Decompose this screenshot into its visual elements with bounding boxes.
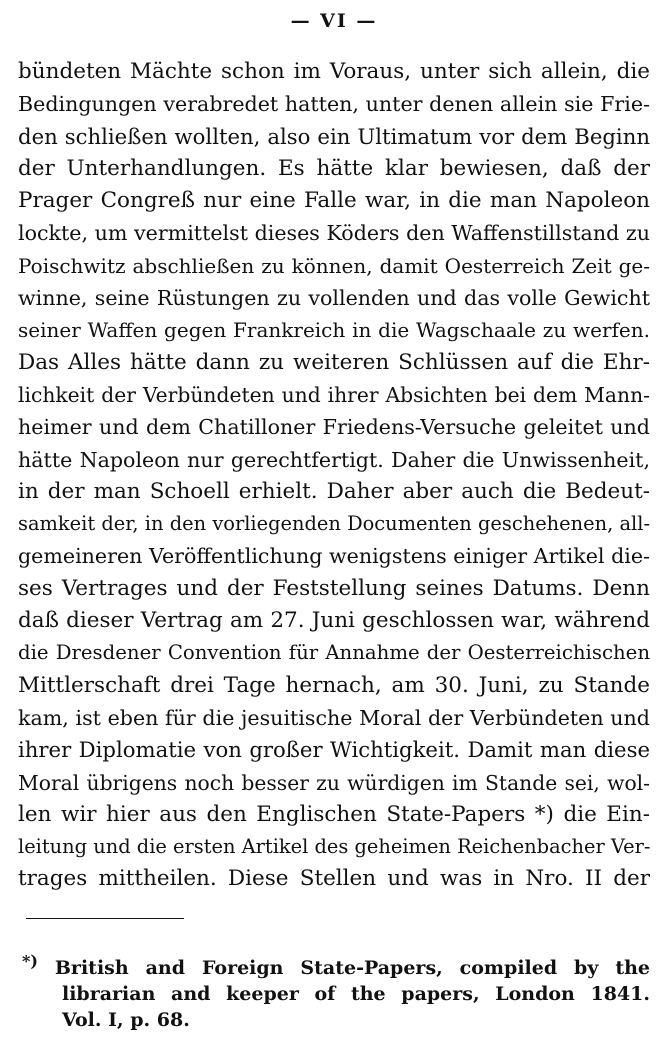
footnote-mark: *) (22, 951, 38, 971)
body-line: ses Vertrages und der Feststellung seines Datums. Denn (18, 575, 650, 601)
body-line: len wir hier aus den Englischen State-Papers *) die Ein- (18, 801, 650, 827)
body-line: kam, ist eben für die jesuitische Moral der Verbündeten und (18, 705, 650, 730)
body-line: Mittlerschaft drei Tage hernach, am 30. Juni, zu Stande (18, 672, 650, 698)
body-line: Bedingungen verabredet hatten, unter denen allein sie Frie- (18, 92, 650, 117)
body-text (18, 56, 650, 896)
body-line: lichkeit der Verbündeten und ihrer Absichten bei dem Mann- (18, 382, 650, 407)
body-line: samkeit der, in den vorliegenden Documenten geschehenen, all- (18, 512, 650, 536)
footnote-line-3: Vol. I, p. 68. (62, 1009, 190, 1031)
footnote (22, 951, 650, 1033)
body-line: bündeten Mächte schon im Voraus, unter sich allein, die (18, 59, 650, 84)
footnote-text-1: British and Foreign State-Papers, compiled by the (54, 957, 650, 979)
body-line: die Dresdener Convention für Annahme der Oesterreichischen (18, 641, 650, 665)
body-line: gemeineren Veröffentlichung wenigstens einiger Artikel die- (18, 544, 650, 569)
body-line: lockte, um vermittelst dieses Köders den Waffenstillstand zu (18, 221, 650, 246)
body-line: Das Alles hätte dann zu weiteren Schlüssen auf die Ehr- (18, 349, 650, 375)
footnote-divider (26, 918, 184, 919)
body-line: Moral übrigens noch besser zu würdigen im Stande sei, wol- (18, 770, 650, 795)
body-line: heimer und dem Chatilloner Friedens-Versuche geleitet und (18, 415, 650, 440)
body-line: winne, seine Rüstungen zu vollenden und das volle Gewicht (18, 286, 650, 311)
page-header: — VI — (290, 10, 378, 32)
body-line: den schließen wollten, also ein Ultimatum vor dem Beginn (18, 123, 650, 149)
body-line: in der man Schoell erhielt. Daher aber auch die Bedeut- (18, 478, 650, 504)
body-line: daß dieser Vertrag am 27. Juni geschlossen war, während (18, 608, 650, 634)
body-line: trages mittheilen. Diese Stellen und was in Nro. II der (18, 866, 650, 892)
body-line: ihrer Diplomatie von großer Wichtigkeit. Damit man diese (18, 737, 650, 763)
body-line: leitung und die ersten Artikel des geheimen Reichenbacher Ver- (18, 835, 651, 859)
body-line: Prager Congreß nur eine Falle war, in die man Napoleon (18, 188, 650, 214)
body-line: hätte Napoleon nur gerechtfertigt. Daher die Unwissenheit, (18, 447, 650, 472)
footnote-line-1 (22, 951, 650, 981)
body-line: Poischwitz abschließen zu können, damit Oesterreich Zeit ge- (18, 253, 650, 278)
body-line: der Unterhandlungen. Es hätte klar bewiesen, daß der (18, 155, 650, 181)
body-line: seiner Waffen gegen Frankreich in die Wagschaale zu werfen. (18, 318, 650, 343)
footnote-line-2: librarian and keeper of the papers, London 1841. (62, 983, 650, 1005)
